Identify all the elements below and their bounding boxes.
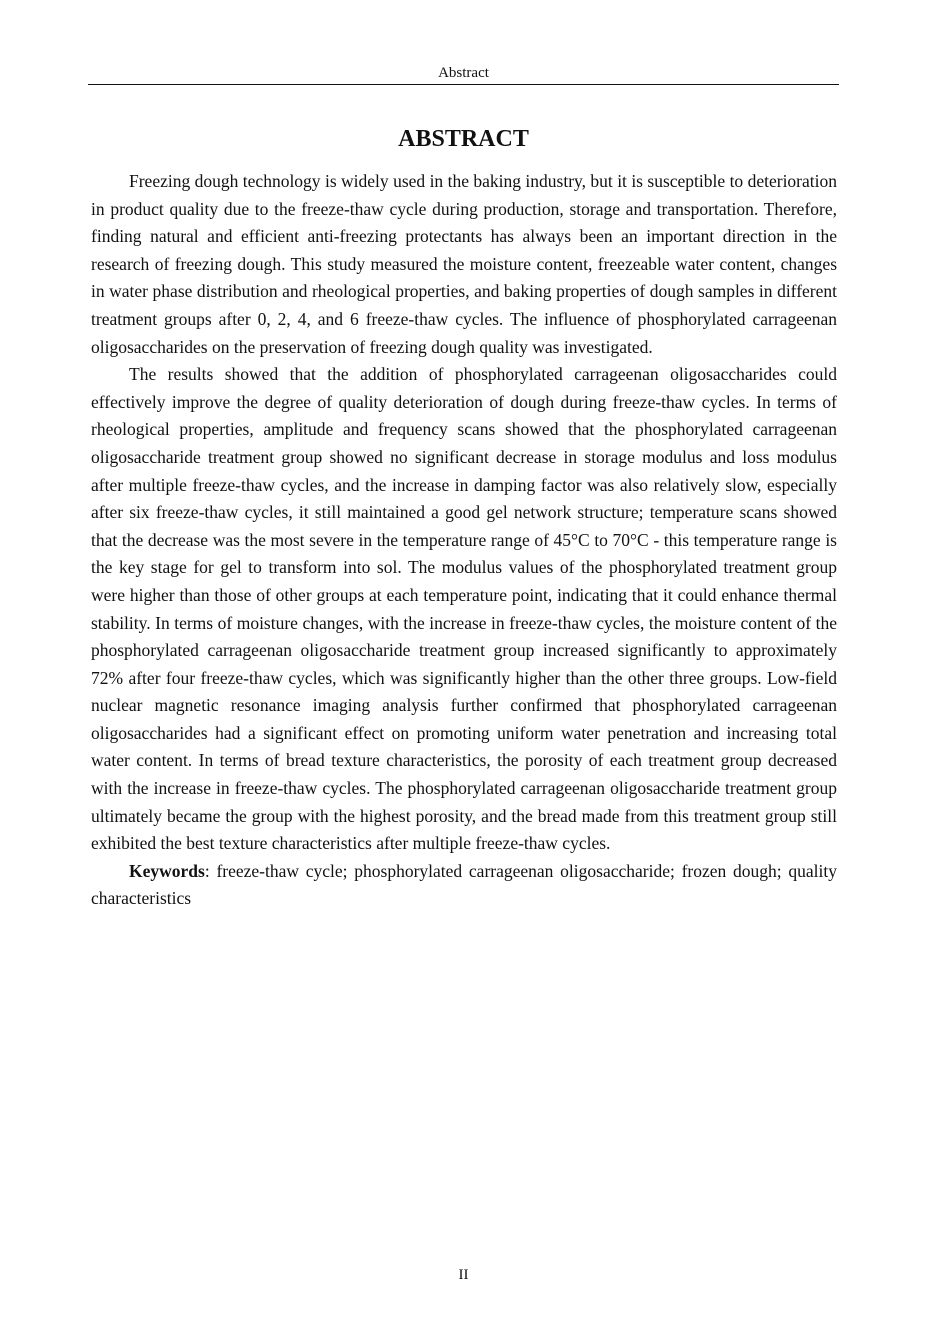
keywords-paragraph (91, 858, 837, 913)
abstract-paragraph-1: Freezing dough technology is widely used in the baking industry, but it is susceptible to deterioration in product quality due to the freeze-thaw cycle during production, storage and transportation. Therefore, finding natural and efficient anti-freezing protectants has always been an important direction in the research of freezing dough. This study measured the moisture content, freezeable water content, changes in water phase distribution and rheological properties, and baking properties of dough samples in different treatment groups after 0, 2, 4, and 6 freeze-thaw cycles. The influence of phosphorylated carrageenan oligosaccharides on the preservation of freezing dough quality was investigated. (91, 171, 837, 357)
abstract-paragraph-2: The results showed that the addition of phosphorylated carrageenan oligosaccharides could effectively improve the degree of quality deterioration of dough during freeze-thaw cycles. In terms of rheological properties, amplitude and frequency scans showed that the phosphorylated carrageenan oligosaccharide treatment group showed no significant decrease in storage modulus and loss modulus after multiple freeze-thaw cycles, and the increase in damping factor was also relatively slow, especially after six freeze-thaw cycles, it still maintained a good gel network structure; temperature scans showed that the decrease was the most severe in the temperature range of 45°C to 70°C - this temperature range is the key stage for gel to transform into sol. The modulus values of the phosphorylated treatment group were higher than those of other groups at each temperature point, indicating that it could enhance thermal stability. In terms of moisture changes, with the increase in freeze-thaw cycles, the moisture content of the phosphorylated carrageenan oligosaccharide treatment group increased significantly to approximately 72% after four freeze-thaw cycles, which was significantly higher than the other three groups. Low-field nuclear magnetic resonance imaging analysis further confirmed that phosphorylated carrageenan oligosaccharides had a significant effect on promoting uniform water penetration and increasing total water content. In terms of bread texture characteristics, the porosity of each treatment group decreased with the increase in freeze-thaw cycles. The phosphorylated carrageenan oligosaccharide treatment group ultimately became the group with the highest porosity, and the bread made from this treatment group still exhibited the best texture characteristics after multiple freeze-thaw cycles. (91, 364, 837, 854)
keywords-text: freeze-thaw cycle; phosphorylated carrageenan oligosaccharide; frozen dough; quality characteristics (91, 860, 837, 909)
header-rule (88, 84, 839, 85)
keywords-separator: : (204, 860, 217, 881)
keywords-label: Keywords (129, 860, 205, 881)
running-header: Abstract (438, 65, 489, 81)
abstract-body (91, 168, 837, 913)
page-number: II (458, 1267, 469, 1283)
page-title: ABSTRACT (398, 126, 529, 152)
